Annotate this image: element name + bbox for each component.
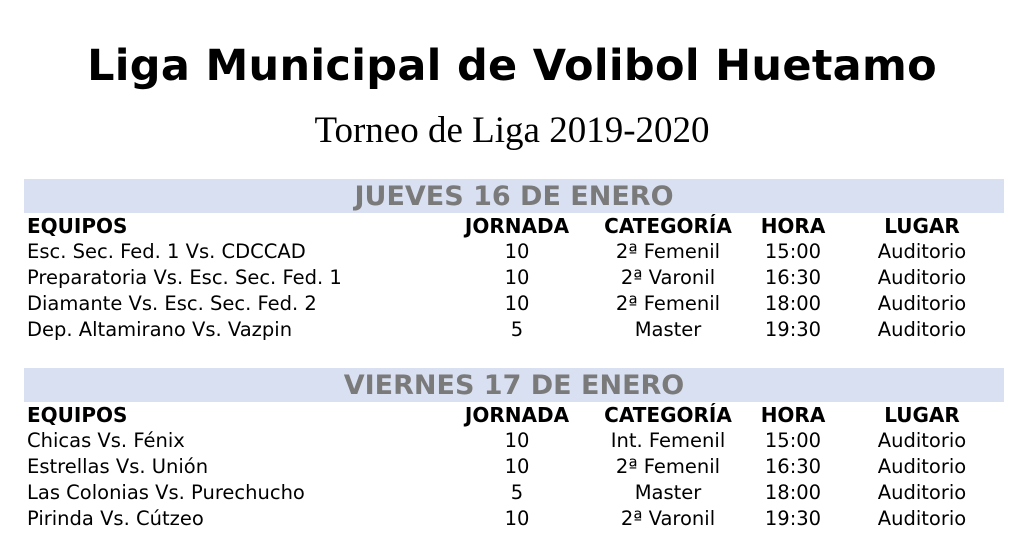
match-hora: 18:00 bbox=[764, 481, 822, 504]
column-header-lugar: LUGAR bbox=[884, 214, 960, 238]
match-lugar: Auditorio bbox=[877, 455, 967, 478]
page-subtitle: Torneo de Liga 2019-2020 bbox=[314, 110, 710, 151]
match-lugar: Auditorio bbox=[877, 507, 967, 530]
day-header: JUEVES 16 DE ENERO bbox=[24, 179, 1004, 213]
match-hora: 19:30 bbox=[764, 318, 822, 341]
column-header-hora: HORA bbox=[760, 214, 826, 238]
table-row bbox=[24, 265, 1007, 291]
match-jornada: 10 bbox=[504, 507, 530, 530]
match-teams: Diamante Vs. Esc. Sec. Fed. 2 bbox=[27, 292, 317, 315]
match-jornada: 10 bbox=[504, 292, 530, 315]
table-row bbox=[24, 239, 1007, 265]
schedule-table bbox=[24, 213, 1007, 343]
column-header-jornada: JORNADA bbox=[464, 403, 570, 427]
match-categoria: Master bbox=[634, 318, 702, 341]
match-hora: 18:00 bbox=[764, 292, 822, 315]
schedule-table bbox=[24, 402, 1007, 532]
match-hora: 19:30 bbox=[764, 507, 822, 530]
match-hora: 16:30 bbox=[764, 266, 822, 289]
table-row bbox=[24, 506, 1007, 532]
match-lugar: Auditorio bbox=[877, 292, 967, 315]
match-lugar: Auditorio bbox=[877, 318, 967, 341]
match-hora: 16:30 bbox=[764, 455, 822, 478]
table-row bbox=[24, 428, 1007, 454]
match-lugar: Auditorio bbox=[877, 240, 967, 263]
match-teams: Las Colonias Vs. Purechucho bbox=[27, 481, 305, 504]
day-section-friday bbox=[24, 368, 1004, 532]
match-jornada: 5 bbox=[510, 481, 524, 504]
column-header-teams: EQUIPOS bbox=[27, 403, 128, 427]
day-header: VIERNES 17 DE ENERO bbox=[24, 368, 1004, 402]
match-lugar: Auditorio bbox=[877, 481, 967, 504]
match-teams: Estrellas Vs. Unión bbox=[27, 455, 209, 478]
table-row bbox=[24, 480, 1007, 506]
match-hora: 15:00 bbox=[764, 240, 822, 263]
match-categoria: Master bbox=[634, 481, 702, 504]
match-categoria: 2ª Femenil bbox=[615, 455, 721, 478]
match-categoria: 2ª Varonil bbox=[620, 507, 716, 530]
match-lugar: Auditorio bbox=[877, 266, 967, 289]
match-jornada: 10 bbox=[504, 240, 530, 263]
column-header-categoria: CATEGORÍA bbox=[604, 403, 732, 427]
day-section-thursday bbox=[24, 179, 1004, 343]
table-header-row bbox=[24, 213, 1007, 239]
match-teams: Chicas Vs. Fénix bbox=[27, 429, 185, 452]
table-row bbox=[24, 291, 1007, 317]
match-jornada: 5 bbox=[510, 318, 524, 341]
match-categoria: Int. Femenil bbox=[610, 429, 726, 452]
column-header-teams: EQUIPOS bbox=[27, 214, 128, 238]
match-teams: Dep. Altamirano Vs. Vazpin bbox=[27, 318, 293, 341]
match-jornada: 10 bbox=[504, 266, 530, 289]
page-title: Liga Municipal de Volibol Huetamo bbox=[87, 41, 937, 91]
column-header-lugar: LUGAR bbox=[884, 403, 960, 427]
table-row bbox=[24, 454, 1007, 480]
match-jornada: 10 bbox=[504, 455, 530, 478]
table-row bbox=[24, 317, 1007, 343]
column-header-jornada: JORNADA bbox=[464, 214, 570, 238]
column-header-categoria: CATEGORÍA bbox=[604, 214, 732, 238]
match-jornada: 10 bbox=[504, 429, 530, 452]
match-teams: Pirinda Vs. Cútzeo bbox=[27, 507, 204, 530]
match-teams: Preparatoria Vs. Esc. Sec. Fed. 1 bbox=[27, 266, 342, 289]
match-lugar: Auditorio bbox=[877, 429, 967, 452]
table-header-row bbox=[24, 402, 1007, 428]
match-categoria: 2ª Femenil bbox=[615, 240, 721, 263]
match-teams: Esc. Sec. Fed. 1 Vs. CDCCAD bbox=[27, 240, 306, 263]
match-categoria: 2ª Femenil bbox=[615, 292, 721, 315]
match-hora: 15:00 bbox=[764, 429, 822, 452]
match-categoria: 2ª Varonil bbox=[620, 266, 716, 289]
column-header-hora: HORA bbox=[760, 403, 826, 427]
